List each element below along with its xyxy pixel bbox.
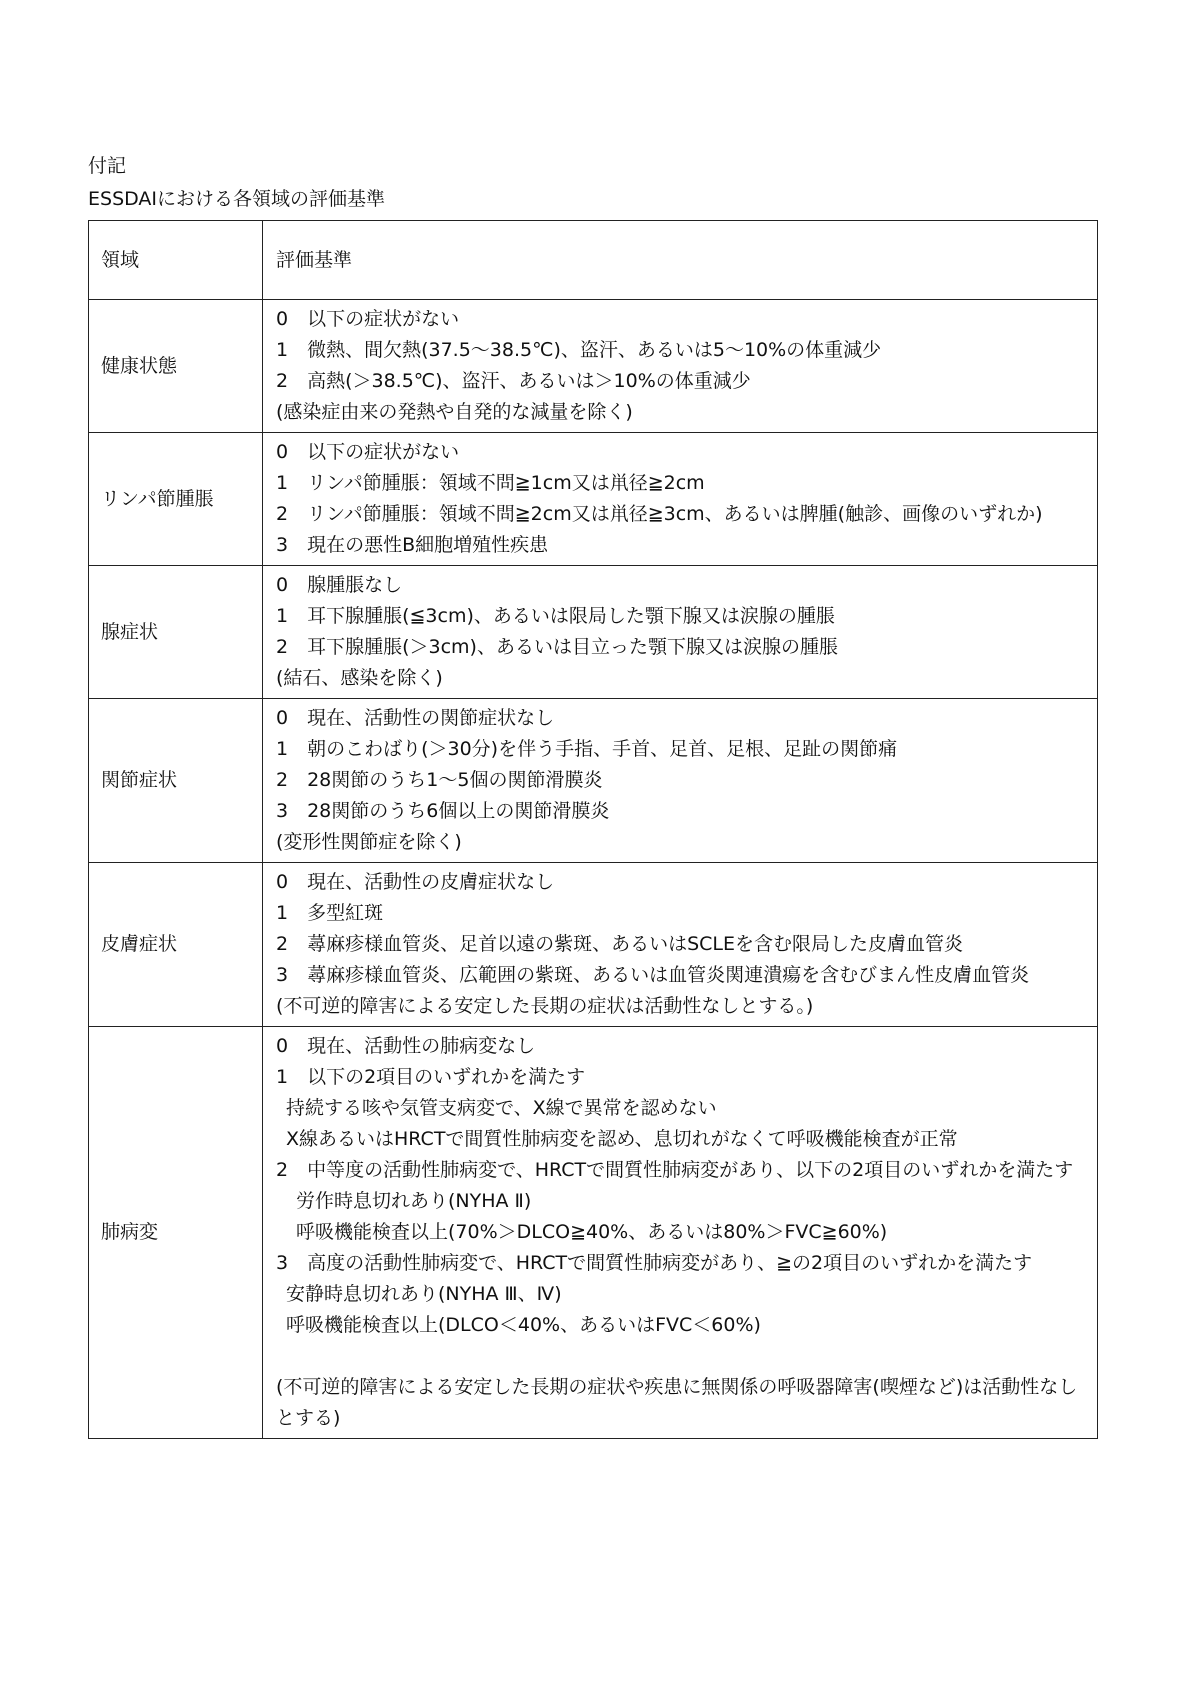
criteria-line: 0 現在、活動性の皮膚症状なし bbox=[276, 871, 555, 893]
document-page bbox=[88, 150, 1098, 1439]
criteria-line: 3 蕁麻疹様血管炎、広範囲の紫斑、あるいは血管炎関連潰瘍を含むびまん性皮膚血管炎 bbox=[276, 964, 1030, 986]
criteria-subline: 安静時息切れあり(NYHA Ⅲ、Ⅳ) bbox=[286, 1283, 562, 1305]
criteria-subline: 労作時息切れあり(NYHA Ⅱ) bbox=[296, 1190, 532, 1212]
criteria-line: 1 耳下腺腫脹(≦3cm)、あるいは限局した顎下腺又は涙腺の腫脹 bbox=[276, 605, 835, 627]
domain-cell: 関節症状 bbox=[89, 699, 263, 863]
criteria-line: 3 高度の活動性肺病変で、HRCTで間質性肺病変があり、≧の2項目のいずれかを満たす bbox=[276, 1252, 1033, 1274]
appendix-heading: 付記 bbox=[88, 155, 127, 177]
criteria-note: (感染症由来の発熱や自発的な減量を除く) bbox=[276, 401, 633, 423]
criteria-table bbox=[88, 220, 1098, 1439]
criteria-note: (不可逆的障害による安定した長期の症状や疾患に無関係の呼吸器障害(喫煙など)は活動性なしとする) bbox=[276, 1376, 1078, 1429]
domain-cell: 肺病変 bbox=[89, 1027, 263, 1439]
criteria-line: 1 微熱、間欠熱(37.5〜38.5℃)、盗汗、あるいは5〜10%の体重減少 bbox=[276, 339, 882, 361]
criteria-subline: X線あるいはHRCTで間質性肺病変を認め、息切れがなくて呼吸機能検査が正常 bbox=[286, 1128, 958, 1150]
criteria-line: 0 現在、活動性の肺病変なし bbox=[276, 1035, 536, 1057]
criteria-cell bbox=[263, 699, 1098, 863]
criteria-cell bbox=[263, 566, 1098, 699]
criteria-line: 1 多型紅斑 bbox=[276, 902, 384, 924]
criteria-line: 0 現在、活動性の関節症状なし bbox=[276, 707, 555, 729]
criteria-line: 2 中等度の活動性肺病変で、HRCTで間質性肺病変があり、以下の2項目のいずれかを満たす bbox=[276, 1159, 1074, 1181]
criteria-cell bbox=[263, 433, 1098, 566]
criteria-subline: 持続する咳や気管支病変で、X線で異常を認めない bbox=[286, 1097, 717, 1119]
blank-line bbox=[276, 1341, 1089, 1372]
table-row bbox=[89, 863, 1098, 1027]
criteria-line: 1 朝のこわばり(＞30分)を伴う手指、手首、足首、足根、足趾の関節痛 bbox=[276, 738, 898, 760]
criteria-cell bbox=[263, 863, 1098, 1027]
criteria-subline: 呼吸機能検査以上(70%＞DLCO≧40%、あるいは80%＞FVC≧60%) bbox=[296, 1221, 888, 1243]
domain-cell: 腺症状 bbox=[89, 566, 263, 699]
criteria-line: 2 耳下腺腫脹(＞3cm)、あるいは目立った顎下腺又は涙腺の腫脹 bbox=[276, 636, 838, 658]
criteria-note: (不可逆的障害による安定した長期の症状は活動性なしとする。) bbox=[276, 995, 814, 1017]
criteria-line: 3 28関節のうち6個以上の関節滑膜炎 bbox=[276, 800, 610, 822]
criteria-note: (変形性関節症を除く) bbox=[276, 831, 462, 853]
domain-cell: リンパ節腫脹 bbox=[89, 433, 263, 566]
criteria-cell bbox=[263, 1027, 1098, 1439]
table-title: ESSDAIにおける各領域の評価基準 bbox=[88, 188, 386, 210]
header-criteria: 評価基準 bbox=[263, 221, 1098, 300]
criteria-line: 2 リンパ節腫脹：領域不問≧2cm又は鼡径≧3cm、あるいは脾腫(触診、画像のいずれか) bbox=[276, 503, 1043, 525]
table-row bbox=[89, 699, 1098, 863]
criteria-line: 2 蕁麻疹様血管炎、足首以遠の紫斑、あるいはSCLEを含む限局した皮膚血管炎 bbox=[276, 933, 964, 955]
table-row bbox=[89, 433, 1098, 566]
header-domain: 領域 bbox=[89, 221, 263, 300]
criteria-line: 2 高熱(＞38.5℃)、盗汗、あるいは＞10%の体重減少 bbox=[276, 370, 751, 392]
criteria-line: 1 リンパ節腫脹：領域不問≧1cm又は鼡径≧2cm bbox=[276, 472, 705, 494]
criteria-line: 1 以下の2項目のいずれかを満たす bbox=[276, 1066, 586, 1088]
criteria-note: (結石、感染を除く) bbox=[276, 667, 443, 689]
criteria-cell bbox=[263, 300, 1098, 433]
criteria-line: 0 以下の症状がない bbox=[276, 308, 460, 330]
table-row bbox=[89, 300, 1098, 433]
table-header-row bbox=[89, 221, 1098, 300]
criteria-subline: 呼吸機能検査以上(DLCO＜40%、あるいはFVC＜60%) bbox=[286, 1314, 761, 1336]
criteria-line: 0 以下の症状がない bbox=[276, 441, 460, 463]
criteria-line: 3 現在の悪性B細胞増殖性疾患 bbox=[276, 534, 549, 556]
table-row bbox=[89, 566, 1098, 699]
criteria-line: 2 28関節のうち1〜5個の関節滑膜炎 bbox=[276, 769, 603, 791]
table-row bbox=[89, 1027, 1098, 1439]
domain-cell: 健康状態 bbox=[89, 300, 263, 433]
domain-cell: 皮膚症状 bbox=[89, 863, 263, 1027]
criteria-line: 0 腺腫脹なし bbox=[276, 574, 403, 596]
